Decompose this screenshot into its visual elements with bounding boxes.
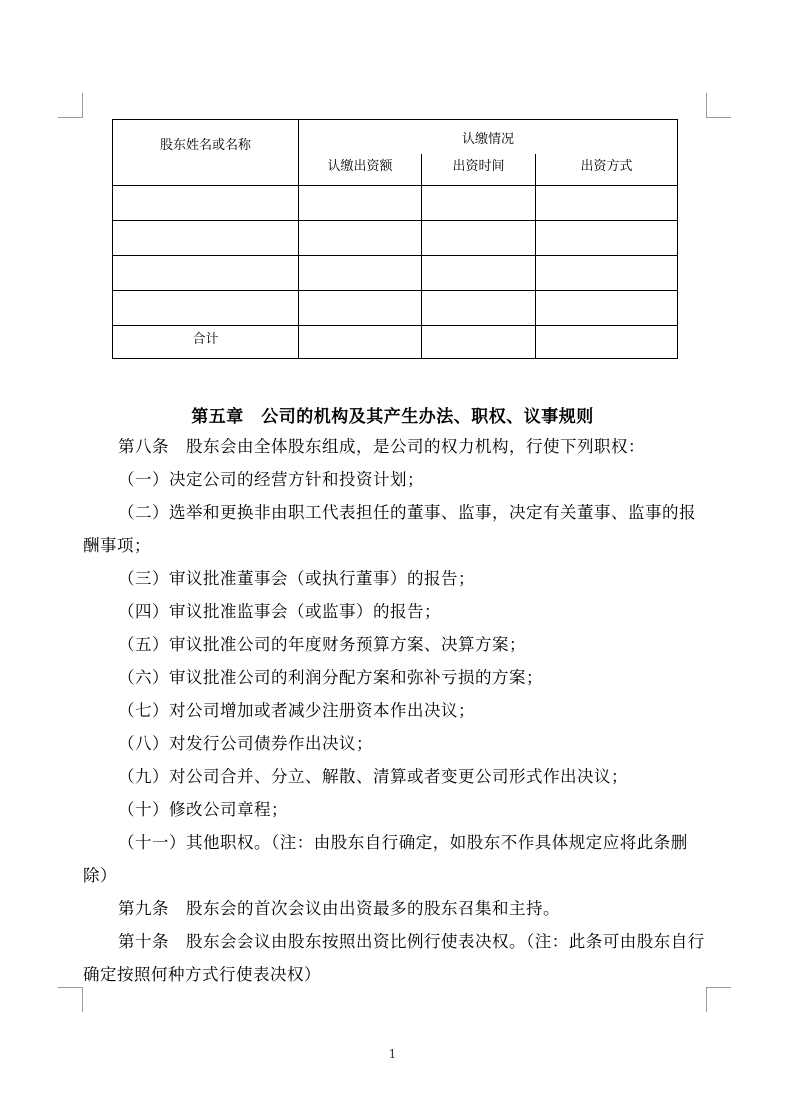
table-cell[interactable] [299,326,422,359]
table-cell[interactable] [113,256,299,291]
table-row [113,291,678,326]
clause-11: （十一）其他职权。（注：由股东自行确定，如股东不作具体规定应将此条删除） [83,833,688,885]
clause-4: （四）审议批准监事会（或监事）的报告； [118,602,441,621]
table-cell[interactable] [422,221,536,256]
body-text [83,430,709,991]
table-cell[interactable] [113,221,299,256]
table-cell[interactable] [536,291,678,326]
table-cell[interactable] [536,256,678,291]
header-shareholder-name: 股东姓名或名称 [113,120,299,186]
clause-1: （一）决定公司的经营方针和投资计划； [118,470,424,489]
clause-9: （九）对公司合并、分立、解散、清算或者变更公司形式作出决议； [118,767,628,786]
table-cell[interactable] [536,221,678,256]
article-10: 第十条 股东会会议由股东按照出资比例行使表决权。（注：此条可由股东自行确定按照何种方式行使表决权） [83,932,705,984]
total-label: 合计 [113,326,299,359]
table-cell[interactable] [299,221,422,256]
chapter-title: 第五章 公司的机构及其产生办法、职权、议事规则 [191,407,594,427]
table-cell[interactable] [536,326,678,359]
clause-3: （三）审议批准董事会（或执行董事）的报告； [118,569,475,588]
table-row [113,256,678,291]
header-contribution-time: 出资时间 [422,154,536,186]
table-row [113,221,678,256]
table-cell[interactable] [422,256,536,291]
table-cell[interactable] [299,256,422,291]
clause-5: （五）审议批准公司的年度财务预算方案、决算方案； [118,635,526,654]
clause-6: （六）审议批准公司的利润分配方案和弥补亏损的方案； [118,668,543,687]
article-9: 第九条 股东会的首次会议由出资最多的股东召集和主持。 [118,899,560,918]
table-cell[interactable] [422,291,536,326]
table-cell[interactable] [113,186,299,221]
clause-2: （二）选举和更换非由职工代表担任的董事、监事，决定有关董事、监事的报酬事项； [83,503,696,555]
page-number: 1 [388,1047,397,1061]
table-cell[interactable] [299,291,422,326]
table-row [113,186,678,221]
table-cell[interactable] [299,186,422,221]
subscription-table [112,119,678,359]
header-subscription-group: 认缴情况 [299,120,678,154]
header-subscribed-amount: 认缴出资额 [299,154,422,186]
header-contribution-method: 出资方式 [536,154,678,186]
table-cell[interactable] [422,186,536,221]
clause-8: （八）对发行公司债券作出决议； [118,734,373,753]
table-cell[interactable] [536,186,678,221]
table-cell[interactable] [422,326,536,359]
table-total-row [113,326,678,359]
table-cell[interactable] [113,291,299,326]
clause-10: （十）修改公司章程； [118,800,288,819]
article-8: 第八条 股东会由全体股东组成，是公司的权力机构，行使下列职权： [118,437,645,456]
clause-7: （七）对公司增加或者减少注册资本作出决议； [118,701,475,720]
